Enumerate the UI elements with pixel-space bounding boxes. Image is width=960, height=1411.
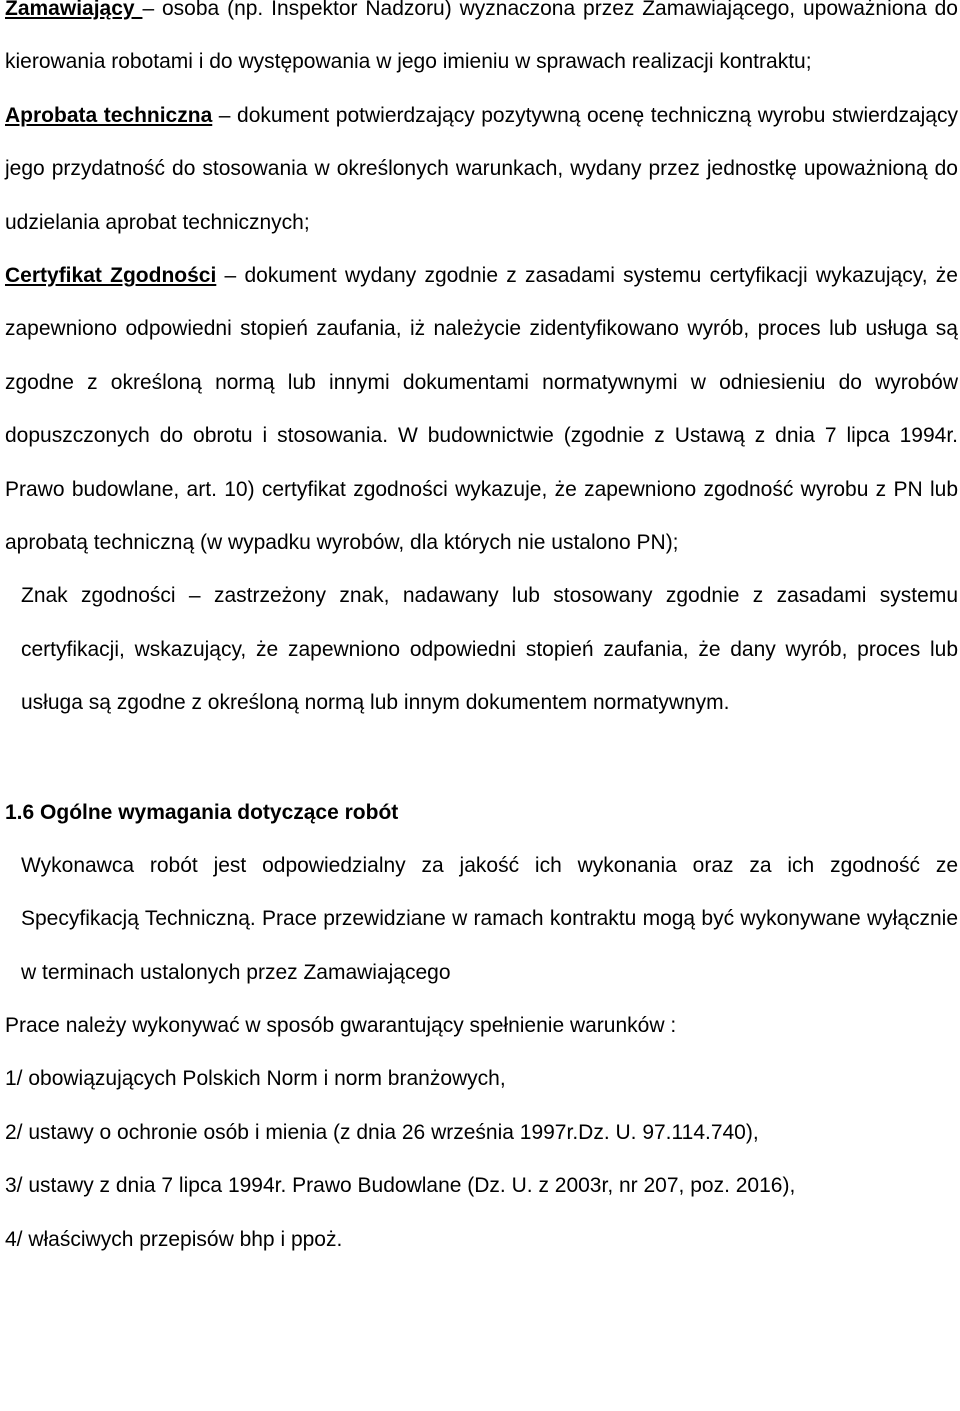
definition-certyfikat-zgodnosci [5,249,958,569]
condition-item: 1/ obowiązujących Polskich Norm i norm branżowych, [5,1067,506,1091]
condition-item: 2/ ustawy o ochronie osób i mienia (z dnia 26 września 1997r.Dz. U. 97.114.740), [5,1120,759,1144]
condition-item: 3/ ustawy z dnia 7 lipca 1994r. Prawo Budowlane (Dz. U. z 2003r, nr 207, poz. 2016), [5,1174,796,1198]
definition-term: Aprobata techniczna [5,103,213,127]
definition-text: – dokument wydany zgodnie z zasadami systemu certyfikacji wykazujący, że zapewniono odpowiedni stopień zaufania, iż należycie zidentyfikowano wyrób, proces lub usługa są zgodne z określoną normą lub innymi dokumentami normatywnymi w odniesieniu do wyrobów dopuszczonych do obrotu i stosowania. W budownictwie (zgodnie z Ustawą z dnia 7 lipca 1994r. Prawo budowlane, art. 10) certyfikat zgodności wykazuje, że zapewniono zgodność wyrobu z PN lub aprobatą techniczną (w wypadku wyrobów, dla których nie ustalono PN); [5,264,958,555]
condition-item: 4/ właściwych przepisów bhp i ppoż. [5,1227,343,1251]
definition-term: Zamawiający [5,0,143,20]
section-heading: 1.6 Ogólne wymagania dotyczące robót [5,800,399,824]
conditions-lead: Prace należy wykonywać w sposób gwarantujący spełnienie warunków : [5,1013,677,1037]
section-intro: Wykonawca robót jest odpowiedzialny za jakość ich wykonania oraz za ich zgodność ze Specyfikacją Techniczną. Prace przewidziane w ramach kontraktu mogą być wykonywane wyłącznie w terminach ustalonych przez Zamawiającego [21,853,958,984]
definition-term: Certyfikat Zgodności [5,264,217,288]
definition-text: Znak zgodności – zastrzeżony znak, nadawany lub stosowany zgodnie z zasadami systemu certyfikacji, wskazujący, że zapewniono odpowiedni stopień zaufania, że dany wyrób, proces lub usługa są zgodne z określoną normą lub innym dokumentem normatywnym. [21,584,958,715]
definition-text: – osoba (np. Inspektor Nadzoru) wyznaczona przez Zamawiającego, upoważniona do kierowania robotami i do występowania w jego imieniu w sprawach realizacji kontraktu; [5,0,958,74]
document-page [5,0,958,1266]
definition-aprobata-techniczna [5,89,958,249]
definition-zamawiajacy [5,0,958,89]
definition-znak-zgodnosci [5,569,958,729]
definition-text: – dokument potwierdzający pozytywną ocenę techniczną wyrobu stwierdzający jego przydatność do stosowania w określonych warunkach, wydany przez jednostkę upoważnioną do udzielania aprobat technicznych; [5,103,958,234]
